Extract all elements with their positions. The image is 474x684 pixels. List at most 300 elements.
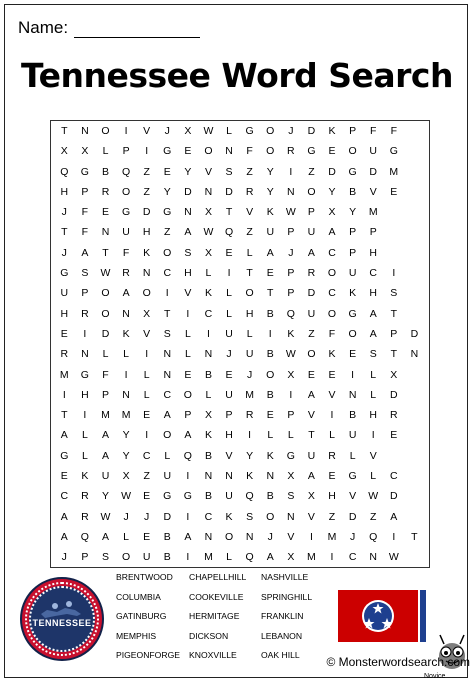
grid-letter[interactable]: N	[204, 530, 213, 543]
grid-letter[interactable]: B	[266, 348, 274, 361]
grid-letter[interactable]: G	[307, 145, 316, 158]
grid-letter[interactable]: P	[349, 246, 357, 259]
grid-letter[interactable]: G	[245, 125, 254, 137]
grid-letter[interactable]: E	[328, 145, 336, 158]
grid-letter[interactable]: H	[60, 185, 69, 198]
grid-letter[interactable]: L	[226, 125, 232, 137]
grid-letter[interactable]: Y	[184, 165, 192, 178]
grid-letter[interactable]: S	[101, 551, 109, 564]
grid-letter[interactable]: L	[102, 348, 109, 361]
grid-letter[interactable]: M	[245, 388, 255, 401]
grid-letter[interactable]: K	[328, 348, 336, 361]
grid-letter[interactable]: T	[61, 125, 68, 137]
grid-letter[interactable]: E	[349, 348, 357, 361]
grid-letter[interactable]: L	[267, 429, 274, 442]
grid-letter[interactable]: P	[225, 409, 233, 422]
grid-letter[interactable]: Q	[80, 530, 89, 543]
grid-letter[interactable]: N	[81, 125, 89, 137]
grid-letter[interactable]: R	[328, 449, 336, 462]
grid-letter[interactable]: L	[81, 429, 88, 442]
grid-letter[interactable]: G	[348, 307, 357, 320]
grid-letter[interactable]: A	[101, 429, 109, 442]
grid-letter[interactable]: G	[163, 145, 172, 158]
grid-letter[interactable]: J	[61, 246, 67, 259]
grid-letter[interactable]: L	[226, 307, 232, 320]
grid-letter[interactable]: J	[349, 530, 356, 543]
grid-letter[interactable]: N	[204, 185, 213, 198]
grid-letter[interactable]: Y	[163, 185, 171, 198]
grid-letter[interactable]: N	[348, 388, 357, 401]
grid-letter[interactable]: D	[225, 185, 233, 198]
grid-letter[interactable]: R	[390, 409, 398, 422]
grid-letter[interactable]: A	[307, 246, 315, 259]
grid-letter[interactable]: W	[368, 490, 379, 503]
grid-letter[interactable]: Z	[143, 470, 150, 483]
grid-letter[interactable]	[404, 222, 425, 242]
grid-letter[interactable]: F	[328, 327, 336, 340]
grid-letter[interactable]: H	[225, 429, 233, 442]
grid-letter[interactable]: R	[81, 307, 89, 320]
grid-letter[interactable]: O	[327, 307, 337, 320]
grid-letter[interactable]: I	[186, 510, 190, 523]
grid-letter[interactable]: Z	[143, 165, 150, 178]
grid-letter[interactable]: Q	[224, 226, 234, 239]
grid-letter[interactable]: V	[184, 287, 192, 300]
grid-letter[interactable]: K	[81, 470, 89, 483]
grid-letter[interactable]: D	[390, 388, 398, 401]
grid-letter[interactable]: S	[81, 267, 89, 280]
grid-letter[interactable]: C	[328, 287, 336, 300]
grid-letter[interactable]: T	[102, 246, 109, 259]
grid-letter[interactable]: P	[287, 226, 295, 239]
grid-letter[interactable]: L	[184, 348, 191, 361]
grid-letter[interactable]: M	[101, 409, 110, 422]
grid-letter[interactable]: H	[142, 226, 151, 239]
grid-letter[interactable]: P	[349, 226, 357, 239]
grid-letter[interactable]: I	[392, 530, 396, 543]
grid-letter[interactable]	[404, 304, 425, 324]
grid-letter[interactable]: H	[369, 409, 377, 422]
grid-letter[interactable]: J	[61, 551, 67, 564]
grid-letter[interactable]	[384, 446, 405, 466]
grid-letter[interactable]: A	[390, 510, 398, 523]
grid-letter[interactable]: A	[81, 246, 89, 259]
grid-letter[interactable]: N	[266, 470, 275, 483]
grid-letter[interactable]: G	[80, 165, 89, 178]
grid-letter[interactable]: T	[267, 287, 274, 300]
grid-letter[interactable]: N	[142, 267, 151, 280]
grid-letter[interactable]: I	[248, 429, 252, 442]
grid-letter[interactable]: Z	[164, 226, 171, 239]
grid-letter[interactable]: K	[246, 470, 254, 483]
grid-letter[interactable]: B	[163, 530, 171, 543]
grid-letter[interactable]: Y	[246, 449, 254, 462]
grid-letter[interactable]: X	[287, 551, 295, 564]
grid-letter[interactable]: E	[60, 470, 68, 483]
grid-letter[interactable]: O	[266, 145, 275, 158]
grid-letter[interactable]: X	[328, 206, 336, 219]
grid-letter[interactable]: N	[369, 551, 377, 564]
grid-letter[interactable]: L	[370, 388, 377, 401]
grid-letter[interactable]: A	[60, 429, 68, 442]
grid-letter[interactable]: J	[164, 125, 170, 137]
grid-letter[interactable]: N	[122, 388, 130, 401]
grid-letter[interactable]: C	[390, 470, 398, 483]
grid-letter[interactable]: H	[60, 307, 69, 320]
grid-letter[interactable]: I	[206, 327, 210, 340]
grid-letter[interactable]: H	[369, 246, 377, 259]
grid-letter[interactable]: U	[163, 470, 172, 483]
grid-letter[interactable]: U	[307, 307, 316, 320]
grid-letter[interactable]: B	[266, 307, 274, 320]
grid-letter[interactable]: O	[266, 125, 275, 137]
grid-letter[interactable]: I	[124, 368, 128, 381]
grid-letter[interactable]: D	[307, 125, 316, 137]
grid-letter[interactable]: E	[101, 206, 109, 219]
grid-letter[interactable]: O	[163, 429, 172, 442]
grid-letter[interactable]: F	[81, 226, 89, 239]
grid-letter[interactable]	[404, 263, 425, 283]
grid-letter[interactable]: Q	[121, 165, 131, 178]
grid-letter[interactable]: E	[184, 145, 192, 158]
grid-letter[interactable]: T	[164, 307, 171, 320]
grid-letter[interactable]: W	[285, 348, 296, 361]
grid-letter[interactable]: N	[410, 348, 419, 361]
grid-letter[interactable]: U	[245, 348, 254, 361]
grid-letter[interactable]: L	[226, 551, 232, 564]
grid-letter[interactable]: K	[122, 327, 130, 340]
grid-letter[interactable]: F	[390, 125, 397, 137]
grid-letter[interactable]: O	[327, 267, 337, 280]
grid-letter[interactable]: U	[307, 226, 316, 239]
grid-letter[interactable]: E	[143, 490, 151, 503]
grid-letter[interactable]: S	[390, 287, 398, 300]
grid-letter[interactable]: O	[348, 145, 357, 158]
grid-letter[interactable]: T	[61, 226, 68, 239]
grid-letter[interactable]: O	[348, 327, 357, 340]
grid-letter[interactable]: A	[266, 246, 274, 259]
grid-letter[interactable]: P	[184, 409, 192, 422]
grid-letter[interactable]: A	[328, 226, 336, 239]
grid-letter[interactable]: I	[371, 429, 375, 442]
grid-letter[interactable]: F	[246, 145, 253, 158]
grid-letter[interactable]: N	[225, 145, 233, 158]
grid-letter[interactable]: J	[267, 530, 273, 543]
grid-letter[interactable]: O	[121, 551, 131, 564]
grid-letter[interactable]: B	[204, 449, 212, 462]
grid-letter[interactable]: G	[286, 449, 295, 462]
grid-letter[interactable]	[404, 141, 425, 161]
grid-letter[interactable]: Q	[245, 551, 254, 564]
grid-letter[interactable]: U	[225, 327, 233, 340]
grid-letter[interactable]: N	[204, 348, 213, 361]
grid-letter[interactable]	[404, 405, 425, 425]
grid-letter[interactable]: Z	[369, 510, 377, 523]
grid-letter[interactable]: R	[81, 510, 89, 523]
grid-letter[interactable]: U	[60, 287, 69, 300]
grid-letter[interactable]: D	[184, 185, 192, 198]
grid-letter[interactable]: K	[143, 246, 151, 259]
grid-letter[interactable]: A	[101, 449, 109, 462]
grid-letter[interactable]	[404, 243, 425, 263]
grid-letter[interactable]: J	[144, 510, 150, 523]
grid-letter[interactable]: S	[287, 490, 295, 503]
grid-letter[interactable]: K	[287, 327, 295, 340]
grid-letter[interactable]: G	[60, 449, 69, 462]
grid-letter[interactable]: R	[60, 348, 69, 361]
grid-letter[interactable]: E	[390, 185, 398, 198]
grid-letter[interactable]: L	[143, 368, 150, 381]
grid-letter[interactable]: L	[143, 388, 150, 401]
grid-letter[interactable]: I	[62, 388, 66, 401]
grid-letter[interactable]: C	[348, 551, 357, 564]
grid-letter[interactable]: K	[266, 449, 274, 462]
grid-letter[interactable]: L	[81, 449, 88, 462]
grid-letter[interactable]: P	[122, 145, 130, 158]
grid-letter[interactable]: K	[204, 287, 212, 300]
grid-letter[interactable]: O	[266, 368, 275, 381]
grid-letter[interactable]: U	[142, 551, 151, 564]
grid-letter[interactable]: I	[186, 470, 190, 483]
grid-letter[interactable]: C	[204, 307, 213, 320]
grid-letter[interactable]: L	[329, 429, 335, 442]
grid-letter[interactable]: R	[81, 490, 89, 503]
grid-letter[interactable]: W	[203, 125, 214, 137]
grid-letter[interactable]: C	[142, 449, 151, 462]
grid-letter[interactable]	[404, 283, 425, 303]
grid-letter[interactable]: B	[266, 388, 274, 401]
grid-letter[interactable]: D	[307, 287, 316, 300]
grid-letter[interactable]	[384, 202, 405, 222]
grid-letter[interactable]	[404, 507, 425, 527]
grid-letter[interactable]: N	[81, 348, 89, 361]
grid-letter[interactable]: U	[348, 267, 357, 280]
grid-letter[interactable]: U	[348, 429, 357, 442]
grid-letter[interactable]: I	[83, 327, 87, 340]
grid-letter[interactable]: W	[203, 226, 214, 239]
grid-letter[interactable]: N	[225, 470, 233, 483]
grid-letter[interactable]: T	[390, 348, 397, 361]
grid-letter[interactable]: E	[143, 409, 151, 422]
grid-letter[interactable]: L	[205, 267, 212, 280]
grid-letter[interactable]: G	[163, 206, 172, 219]
grid-letter[interactable]: V	[225, 449, 233, 462]
grid-letter[interactable]: T	[390, 307, 397, 320]
grid-letter[interactable]: X	[390, 368, 398, 381]
grid-letter[interactable]: O	[224, 530, 234, 543]
grid-letter[interactable]: F	[369, 125, 377, 137]
grid-letter[interactable]: Y	[349, 206, 357, 219]
grid-letter[interactable]: E	[307, 368, 315, 381]
grid-letter[interactable]: M	[327, 530, 337, 543]
grid-letter[interactable]: D	[348, 510, 357, 523]
grid-letter[interactable]: G	[80, 368, 89, 381]
grid-letter[interactable]: U	[225, 490, 233, 503]
grid-letter[interactable]: V	[204, 165, 212, 178]
grid-letter[interactable]: V	[307, 409, 315, 422]
grid-letter[interactable]: S	[225, 165, 233, 178]
grid-letter[interactable]: J	[247, 368, 253, 381]
grid-letter[interactable]	[404, 202, 425, 222]
grid-letter[interactable]: I	[351, 368, 355, 381]
grid-letter[interactable]: P	[349, 125, 357, 137]
grid-letter[interactable]: A	[307, 388, 315, 401]
grid-letter[interactable]: V	[369, 449, 377, 462]
grid-letter[interactable]: W	[285, 206, 296, 219]
grid-letter[interactable]: K	[225, 510, 233, 523]
grid-letter[interactable]: L	[205, 388, 212, 401]
grid-letter[interactable]: M	[389, 165, 399, 178]
grid-letter[interactable]: H	[245, 307, 254, 320]
grid-letter[interactable]	[384, 243, 405, 263]
grid-letter[interactable]: P	[287, 267, 295, 280]
grid-letter[interactable]: I	[268, 327, 272, 340]
grid-letter[interactable]: W	[100, 267, 111, 280]
grid-letter[interactable]: A	[163, 409, 171, 422]
grid-letter[interactable]: L	[246, 327, 253, 340]
grid-letter[interactable]: L	[246, 246, 253, 259]
grid-letter[interactable]: E	[225, 368, 233, 381]
grid-letter[interactable]: E	[163, 165, 171, 178]
grid-letter[interactable]	[404, 466, 425, 486]
grid-letter[interactable]: I	[392, 267, 396, 280]
grid-letter[interactable]: N	[245, 530, 254, 543]
grid-letter[interactable]: K	[204, 429, 212, 442]
grid-letter[interactable]: L	[287, 429, 294, 442]
grid-letter[interactable]: X	[204, 206, 212, 219]
grid-letter[interactable]: O	[183, 388, 192, 401]
grid-letter[interactable]: V	[143, 125, 151, 137]
grid-letter[interactable]: P	[81, 185, 89, 198]
grid-letter[interactable]: I	[145, 429, 149, 442]
grid-letter[interactable]	[384, 222, 405, 242]
grid-letter[interactable]: N	[287, 185, 295, 198]
grid-letter[interactable]: R	[101, 185, 110, 198]
grid-letter[interactable]: X	[143, 307, 151, 320]
grid-letter[interactable]: A	[184, 226, 192, 239]
grid-letter[interactable]: O	[266, 510, 275, 523]
grid-letter[interactable]: A	[101, 530, 109, 543]
grid-letter[interactable]: F	[122, 246, 130, 259]
grid-letter[interactable]: V	[287, 530, 295, 543]
grid-letter[interactable]: F	[81, 206, 89, 219]
grid-letter[interactable]: S	[246, 510, 254, 523]
grid-letter[interactable]: C	[204, 510, 213, 523]
grid-letter[interactable]: R	[245, 409, 254, 422]
grid-letter[interactable]: Q	[286, 307, 295, 320]
grid-letter[interactable]: I	[289, 388, 293, 401]
grid-letter[interactable]: X	[184, 125, 192, 137]
grid-letter[interactable]: Z	[308, 327, 315, 340]
grid-letter[interactable]: F	[102, 368, 109, 381]
grid-letter[interactable]: V	[369, 185, 377, 198]
grid-letter[interactable]: P	[369, 226, 377, 239]
grid-letter[interactable]: P	[307, 206, 315, 219]
grid-letter[interactable]: Q	[183, 449, 192, 462]
grid-letter[interactable]: O	[245, 287, 254, 300]
grid-letter[interactable]: T	[61, 409, 68, 422]
grid-letter[interactable]: N	[287, 510, 295, 523]
grid-letter[interactable]	[404, 162, 425, 182]
grid-letter[interactable]: L	[102, 145, 109, 158]
grid-letter[interactable]: R	[307, 267, 316, 280]
grid-letter[interactable]: O	[101, 307, 110, 320]
grid-letter[interactable]: N	[163, 348, 172, 361]
grid-letter[interactable]: N	[101, 226, 110, 239]
grid-letter[interactable]: N	[204, 470, 213, 483]
grid-letter[interactable]: S	[369, 348, 377, 361]
grid-letter[interactable]: U	[122, 226, 130, 239]
grid-letter[interactable]: I	[227, 267, 231, 280]
grid-letter[interactable]: A	[122, 287, 130, 300]
grid-letter[interactable]: L	[184, 327, 191, 340]
grid-letter[interactable]: M	[204, 551, 213, 564]
grid-letter[interactable]: N	[163, 368, 172, 381]
grid-letter[interactable]	[404, 547, 425, 567]
grid-letter[interactable]: Y	[328, 185, 336, 198]
grid-letter[interactable]: M	[307, 551, 316, 564]
grid-letter[interactable]: G	[121, 206, 131, 219]
grid-letter[interactable]: B	[266, 490, 274, 503]
grid-letter[interactable]: T	[308, 429, 315, 442]
grid-letter[interactable]: I	[330, 551, 334, 564]
grid-letter[interactable]: X	[204, 246, 212, 259]
grid-letter[interactable]: P	[81, 287, 89, 300]
grid-letter[interactable]: Z	[246, 165, 253, 178]
grid-letter[interactable]: X	[122, 470, 130, 483]
grid-letter[interactable]: I	[289, 165, 293, 178]
grid-letter[interactable]: G	[60, 267, 69, 280]
grid-letter[interactable]: E	[143, 530, 151, 543]
grid-letter[interactable]: P	[101, 388, 109, 401]
grid-letter[interactable]: J	[288, 246, 294, 259]
grid-letter[interactable]: J	[123, 510, 129, 523]
grid-letter[interactable]: D	[142, 206, 151, 219]
grid-letter[interactable]: G	[348, 470, 357, 483]
grid-letter[interactable]: G	[389, 145, 398, 158]
grid-letter[interactable]: Y	[122, 429, 130, 442]
grid-letter[interactable]: Y	[266, 165, 274, 178]
grid-letter[interactable]	[404, 385, 425, 405]
grid-letter[interactable]: B	[101, 165, 109, 178]
grid-letter[interactable]: U	[101, 470, 110, 483]
grid-letter[interactable]: A	[184, 530, 192, 543]
grid-letter[interactable]: K	[266, 206, 274, 219]
grid-letter[interactable]: I	[145, 145, 149, 158]
grid-letter[interactable]: U	[225, 388, 233, 401]
grid-letter[interactable]: O	[142, 287, 151, 300]
grid-letter[interactable]: O	[101, 125, 110, 137]
grid-letter[interactable]: P	[390, 327, 398, 340]
grid-letter[interactable]: U	[369, 145, 377, 158]
grid-letter[interactable]: E	[60, 327, 68, 340]
grid-letter[interactable]: E	[184, 368, 192, 381]
grid-letter[interactable]: Y	[101, 490, 109, 503]
grid-letter[interactable]: G	[163, 490, 172, 503]
grid-letter[interactable]: Q	[245, 490, 254, 503]
grid-letter[interactable]: L	[370, 368, 377, 381]
grid-letter[interactable]: Y	[122, 449, 130, 462]
grid-letter[interactable]: Q	[369, 530, 378, 543]
grid-letter[interactable]: X	[204, 409, 212, 422]
grid-letter[interactable]: H	[184, 267, 192, 280]
grid-letter[interactable]: A	[369, 327, 377, 340]
grid-letter[interactable]	[404, 486, 425, 506]
grid-letter[interactable]: B	[204, 490, 212, 503]
grid-letter[interactable]: I	[165, 287, 169, 300]
grid-letter[interactable]: C	[60, 490, 69, 503]
grid-letter[interactable]	[404, 121, 425, 141]
